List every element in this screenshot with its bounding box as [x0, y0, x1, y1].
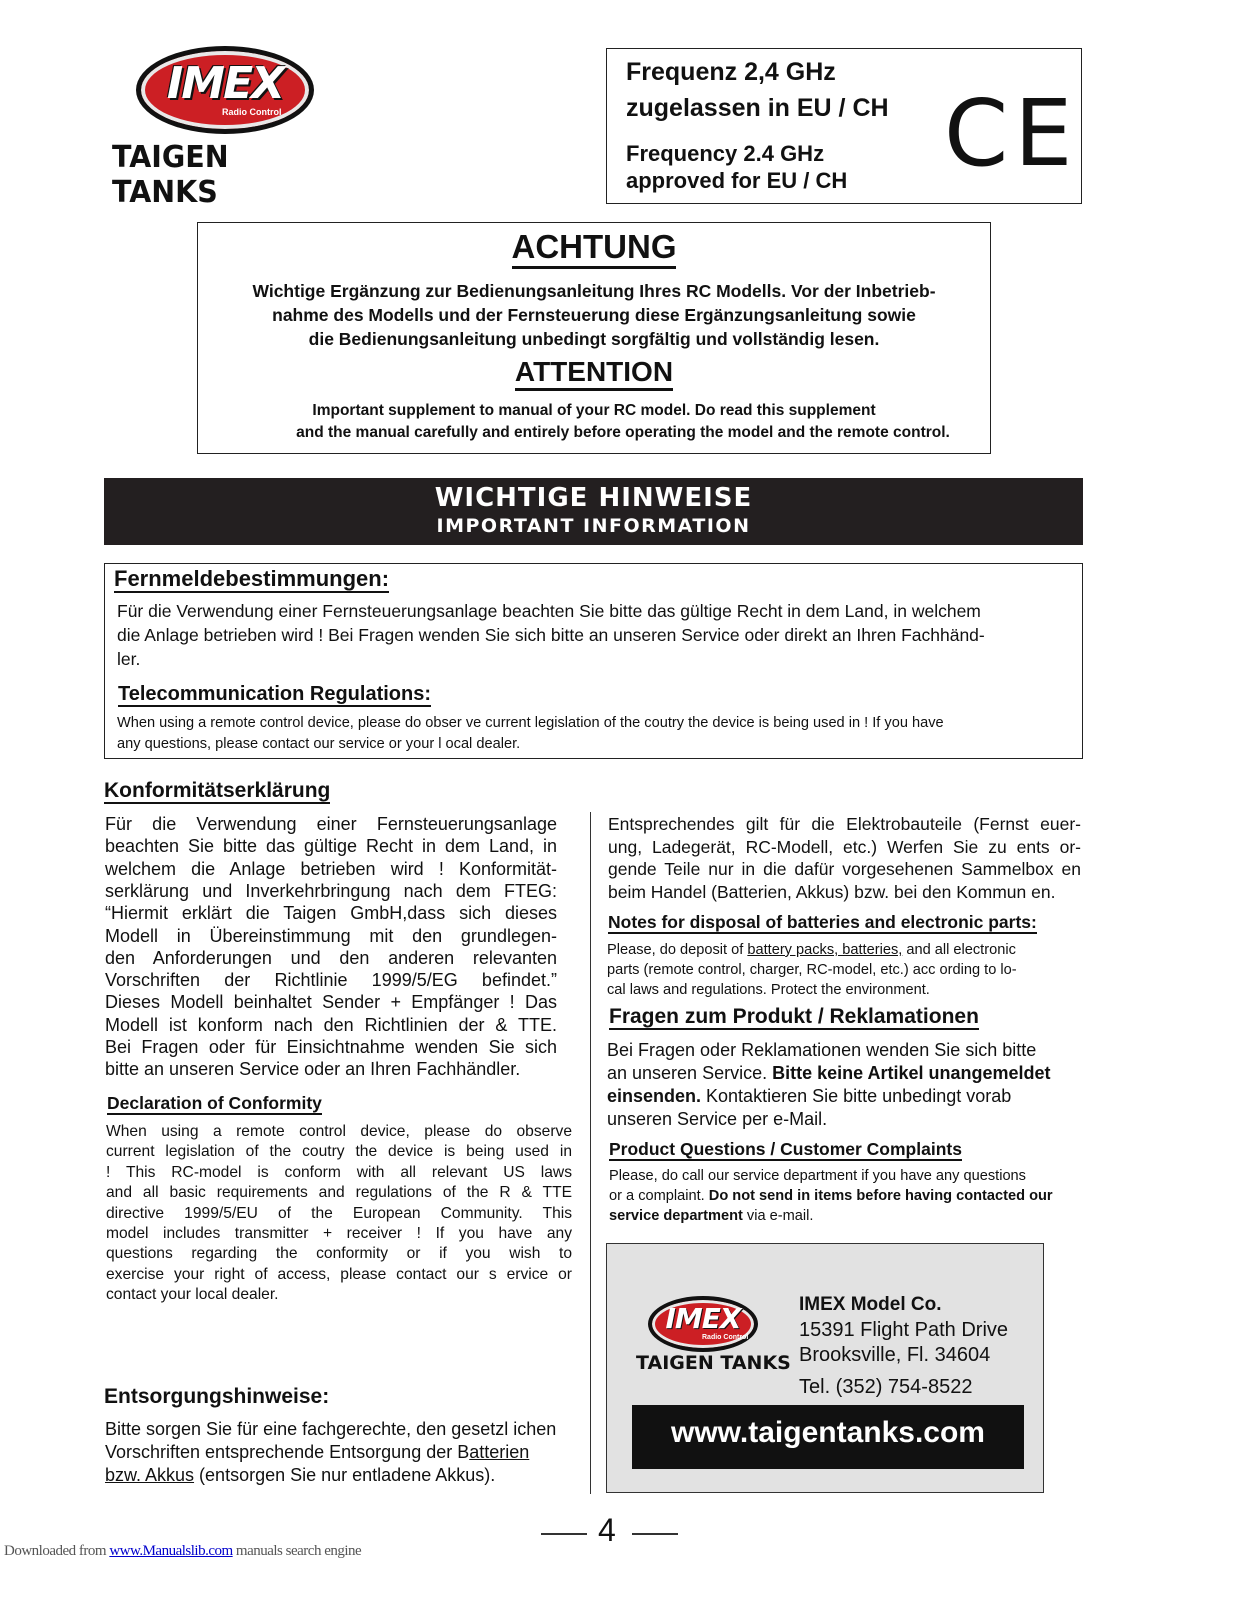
frequency-en-line2: approved for EU / CH: [626, 168, 848, 193]
contact-street: 15391 Flight Path Drive: [799, 1319, 1009, 1341]
logo-word: IMEX: [166, 58, 284, 109]
contact-logo-brand: TAIGEN TANKS: [636, 1352, 791, 1374]
conformity-en-line: contact your local dealer.: [106, 1286, 279, 1304]
banner-title: WICHTIGE HINWEISE: [434, 483, 753, 513]
telecom-title-en: Telecommunication Regulations:: [118, 683, 431, 705]
frequency-en-line1: Frequency 2.4 GHz: [626, 141, 825, 166]
ce-mark-icon: CE: [944, 80, 1079, 187]
questions-text-en-3: service department via e-mail.: [609, 1208, 814, 1224]
conformity-title-de: Konformitätserklärung: [104, 779, 331, 802]
conformity-de-line: Dieses Modell beinhaltet Sender + Empfänger ! Das: [105, 992, 557, 1013]
telecom-text-de-3: ler.: [117, 649, 141, 669]
frequency-de-line1: Frequenz 2,4 GHz: [626, 58, 836, 86]
attention-text-2: and the manual carefully and entirely before operating the model and the remote control.: [296, 424, 950, 441]
contact-logo-subtitle: Radio Control: [702, 1334, 749, 1341]
attention-text-1: Important supplement to manual of your RC model. Do read this supplement: [312, 402, 876, 419]
achtung-text-3: die Bedienungsanleitung unbedingt sorgfältig und vollständig lesen.: [308, 329, 880, 349]
logo-brand: TAIGEN TANKS: [112, 140, 229, 210]
footer-credit: Downloaded from www.Manualslib.com manuals search engine: [4, 1543, 362, 1559]
page-number-rule-right: [632, 1533, 678, 1535]
contact-company: IMEX Model Co.: [799, 1294, 942, 1315]
questions-text-de-3: einsenden. Kontaktieren Sie bitte unbedingt vorab: [607, 1086, 1012, 1106]
logo-subtitle: Radio Control: [222, 107, 282, 117]
questions-title-en: Product Questions / Customer Complaints: [609, 1139, 962, 1159]
disposal-title-de: Entsorgungshinweise:: [104, 1385, 330, 1408]
questions-title-de: Fragen zum Produkt / Reklamationen: [609, 1005, 979, 1028]
disposal-text-de-2: Vorschriften entsprechende Entsorgung der Batterien: [105, 1442, 530, 1462]
website-link[interactable]: www.taigentanks.com: [671, 1416, 985, 1449]
conformity-de-line: serklärung und Inverkehrbringung nach dem FTEG:: [105, 880, 557, 901]
conformity-de-line: bitte an unseren Service oder an Ihren Fachhändler.: [105, 1059, 521, 1080]
attention-title: ATTENTION: [197, 356, 991, 388]
conformity-en-line: exercise your right of access, please contact our s ervice or: [106, 1265, 572, 1283]
contact-phone: Tel. (352) 754-8522: [799, 1376, 973, 1398]
disposal-text-de-1: Bitte sorgen Sie für eine fachgerechte, den gesetzl ichen: [105, 1419, 557, 1439]
manualslib-link[interactable]: www.Manualslib.com: [109, 1543, 233, 1559]
conformity-en-line: When using a remote control device, please do observe: [106, 1123, 572, 1140]
conformity-de-line: Vorschriften der Richtlinie 1999/5/EG befindet.”: [105, 970, 557, 991]
conformity-de-line: welchem die Anlage betrieben wird ! Konformität-: [105, 858, 557, 879]
disposal-text-en-1: Please, do deposit of battery packs, batteries, and all electronic: [607, 942, 1016, 958]
frequency-de-line2: zugelassen in EU / CH: [626, 94, 889, 122]
disposal-de-line: beim Handel (Batterien, Akkus) bzw. bei den Kommun en.: [608, 881, 1056, 902]
conformity-en-line: current legislation of the coutry the device is being used in: [106, 1143, 572, 1161]
disposal-de-line: gende Teile nur in die dafür vorgesehenen Sammelbox en: [608, 859, 1081, 880]
telecom-text-en-1: When using a remote control device, please do obser ve current legislation of the coutry the device is being used in ! If you have: [117, 715, 944, 731]
questions-text-en-1: Please, do call our service department if you have any questions: [609, 1168, 1026, 1184]
conformity-en-line: ! This RC-model is conform with all relevant US laws: [106, 1163, 572, 1181]
conformity-de-line: “Hiermit erklärt die Taigen GmbH,dass sich dieses: [105, 903, 557, 924]
achtung-title: ACHTUNG: [197, 228, 991, 266]
conformity-de-line: Modell ist konform nach den Richtlinien der & TTE.: [105, 1014, 557, 1035]
achtung-text-1: Wichtige Ergänzung zur Bedienungsanleitung Ihres RC Modells. Vor der Inbetrieb-: [252, 281, 936, 301]
questions-text-de-2: an unseren Service. Bitte keine Artikel unangemeldet: [607, 1063, 1051, 1083]
telecom-text-de-1: Für die Verwendung einer Fernsteuerungsanlage beachten Sie bitte das gültige Recht in dem Land, in welchem: [117, 601, 981, 621]
disposal-text-en-2: parts (remote control, charger, RC-model, etc.) acc ording to lo-: [607, 962, 1017, 978]
telecom-text-de-2: die Anlage betrieben wird ! Bei Fragen wenden Sie sich bitte an unseren Service oder direkt an Ihren Fachhänd-: [117, 625, 985, 645]
conformity-en-line: directive 1999/5/EU of the European Community. This: [106, 1204, 572, 1222]
disposal-text-en-3: cal laws and regulations. Protect the environment.: [607, 982, 930, 998]
conformity-de-line: Modell in Übereinstimmung mit den grundlegen-: [105, 925, 557, 946]
conformity-de-line: Bei Fragen oder für Einsichtnahme wenden Sie sich: [105, 1037, 557, 1057]
disposal-text-de-3: bzw. Akkus (entsorgen Sie nur entladene Akkus).: [105, 1465, 496, 1485]
disposal-de-line: Entsprechendes gilt für die Elektrobauteile (Fernst euer-: [608, 814, 1081, 834]
contact-logo-word: IMEX: [665, 1302, 741, 1335]
conformity-en-line: model includes transmitter + receiver ! If you have any: [106, 1225, 572, 1242]
questions-text-de-4: unseren Service per e-Mail.: [607, 1109, 828, 1129]
telecom-title-de: Fernmeldebestimmungen:: [114, 566, 390, 591]
conformity-en-line: questions regarding the conformity or if you wish to: [106, 1245, 572, 1263]
conformity-title-en: Declaration of Conformity: [107, 1093, 322, 1113]
questions-text-en-2: or a complaint. Do not send in items before having contacted our: [609, 1188, 1053, 1204]
column-divider: [590, 812, 591, 1494]
page-number: 4: [598, 1512, 616, 1548]
disposal-title-en: Notes for disposal of batteries and electronic parts:: [608, 912, 1037, 932]
conformity-de-line: den Anforderungen und den anderen relevanten: [105, 947, 557, 968]
page-number-rule-left: [541, 1533, 587, 1535]
telecom-text-en-2: any questions, please contact our service or your l ocal dealer.: [117, 736, 521, 752]
conformity-de-line: Für die Verwendung einer Fernsteuerungsanlage: [105, 814, 557, 834]
questions-text-de-1: Bei Fragen oder Reklamationen wenden Sie sich bitte: [607, 1040, 1037, 1060]
disposal-de-line: ung, Ladegerät, RC-Modell, etc.) Werfen Sie zu ents or-: [608, 836, 1081, 857]
contact-city: Brooksville, Fl. 34604: [799, 1344, 991, 1366]
conformity-de-line: beachten Sie bitte das gültige Recht in dem Land, in: [105, 836, 557, 857]
banner-subtitle: IMPORTANT INFORMATION: [436, 515, 751, 537]
conformity-en-line: and all basic requirements and regulations of the R & TTE: [106, 1184, 572, 1202]
achtung-text-2: nahme des Modells und der Fernsteuerung diese Ergänzungsanleitung sowie: [272, 305, 916, 325]
